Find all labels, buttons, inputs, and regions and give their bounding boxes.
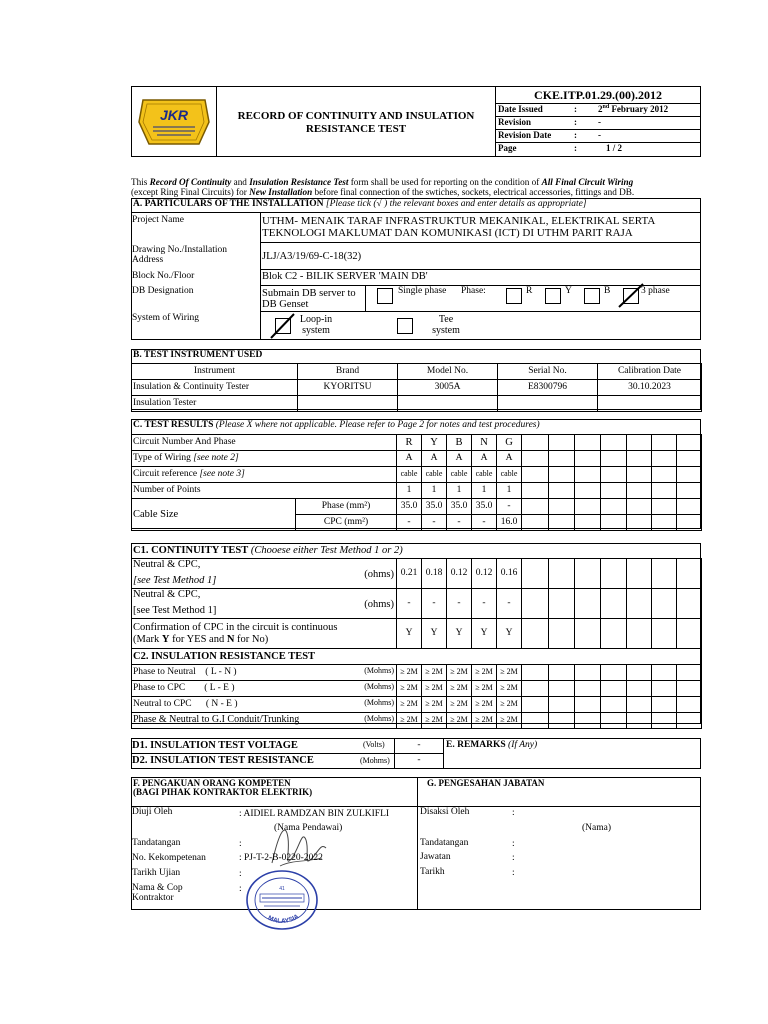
- project-value[interactable]: UTHM- MENAIK TARAF INFRASTRUKTUR MEKANIKAL, ELEKTRIKAL SERTA TEKNOLOGI MAKLUMAT DAN KOMUNIKASI (ICT) DI UTHM PARIT RAJA: [262, 215, 656, 240]
- table-cell[interactable]: 0.18: [422, 559, 447, 589]
- table-cell[interactable]: -: [397, 589, 422, 619]
- table-cell[interactable]: -: [422, 515, 447, 531]
- table-row: [132, 483, 702, 499]
- header-cell: Serial No.: [498, 364, 598, 380]
- table-row: [132, 451, 702, 467]
- table-cell[interactable]: ≥ 2M: [472, 713, 497, 729]
- d2-unit: (Mohms): [360, 756, 390, 765]
- table-cell[interactable]: cable: [497, 467, 522, 483]
- table-row: [132, 619, 702, 649]
- table-row: [132, 665, 702, 681]
- table-cell[interactable]: ≥ 2M: [397, 681, 422, 697]
- meta-label: Date Issued: [498, 104, 543, 114]
- kekompetenan-label: No. Kekompetenan: [132, 853, 206, 863]
- phase-r-label: R: [526, 286, 533, 296]
- phase-cell: N: [472, 435, 497, 451]
- header-cell: Calibration Date: [598, 364, 702, 380]
- d2-title: D2. INSULATION TEST RESISTANCE: [132, 755, 314, 766]
- table-cell[interactable]: cable: [447, 467, 472, 483]
- table-cell[interactable]: ≥ 2M: [472, 681, 497, 697]
- header-cell: Model No.: [398, 364, 498, 380]
- section-g-title: G. PENGESAHAN JABATAN: [427, 778, 545, 788]
- table-cell[interactable]: ≥ 2M: [422, 697, 447, 713]
- phase-cell: B: [447, 435, 472, 451]
- tee-label: Tee system: [432, 314, 460, 336]
- table-row: [132, 467, 702, 483]
- table-cell[interactable]: 0.21: [397, 559, 422, 589]
- table-cell: Insulation & Continuity Tester: [132, 380, 298, 396]
- section-c1-title: C1. CONTINUITY TEST (Chooese either Test Method 1 or 2): [133, 545, 403, 556]
- g-tarikh-sep: :: [512, 868, 515, 878]
- g-tandatangan-sep: :: [512, 839, 515, 849]
- table-cell[interactable]: -: [497, 589, 522, 619]
- table-cell[interactable]: 16.0: [497, 515, 522, 531]
- row-label: Confirmation of CPC in the circuit is continuous (Mark Y for YES and N for No): [132, 619, 397, 649]
- three-phase-label: 3 phase: [641, 286, 670, 296]
- table-cell[interactable]: Y: [472, 619, 497, 649]
- phase-cell: Y: [422, 435, 447, 451]
- table-cell[interactable]: cable: [397, 467, 422, 483]
- jkr-logo: [135, 94, 213, 150]
- phase-b-checkbox[interactable]: [584, 288, 600, 304]
- section-c-title: C. TEST RESULTS (Please X where not applicable. Please refer to Page 2 for notes and test procedures): [133, 420, 540, 430]
- table-cell[interactable]: ≥ 2M: [447, 665, 472, 681]
- phase-y-label: Y: [565, 286, 572, 296]
- intro-text-2: (except Ring Final Circuits) for New Installation before final connection of the swtiches, sockets, electrical accessories, fittings and DB.: [131, 187, 635, 197]
- section-b-title: B. TEST INSTRUMENT USED: [133, 350, 263, 360]
- table-cell[interactable]: -: [447, 589, 472, 619]
- jawatan-label: Jawatan: [420, 852, 451, 862]
- d2-value[interactable]: -: [417, 755, 421, 765]
- kekompetenan-value[interactable]: : PJ-T-2-B-0220-2022: [239, 853, 323, 863]
- row-label: Neutral to CPC ( N - E ) (Mohms): [132, 697, 397, 713]
- nama-label: (Nama): [582, 823, 612, 833]
- doc-code: CKE.ITP.01.29.(00).2012: [534, 88, 662, 102]
- table-cell[interactable]: ≥ 2M: [397, 665, 422, 681]
- table-cell[interactable]: ≥ 2M: [447, 713, 472, 729]
- table-cell[interactable]: ≥ 2M: [422, 665, 447, 681]
- row-label: Phase & Neutral to G.I Conduit/Trunking (Mohms): [132, 713, 397, 729]
- table-cell[interactable]: 1: [397, 483, 422, 499]
- d1-unit: (Volts): [363, 740, 385, 749]
- db-label: DB Designation: [132, 286, 194, 296]
- meta-value: 1 / 2: [606, 143, 623, 153]
- meta-sep: :: [574, 117, 577, 127]
- table-cell[interactable]: -: [472, 515, 497, 531]
- table-cell[interactable]: [398, 396, 498, 412]
- tandatangan-label: Tandatangan: [132, 838, 181, 848]
- table-cell[interactable]: [298, 396, 398, 412]
- table-cell[interactable]: ≥ 2M: [497, 665, 522, 681]
- row-label: CPC (mm²): [296, 515, 397, 531]
- table-cell[interactable]: Y: [497, 619, 522, 649]
- nama-cop-label: Nama & Cop Kontraktor: [132, 883, 183, 903]
- section-a-title: A. PARTICULARS OF THE INSTALLATION [Please tick (√ ) the relevant boxes and enter details as appropriate]: [133, 199, 587, 209]
- meta-sep: :: [574, 104, 577, 114]
- table-cell[interactable]: 1: [447, 483, 472, 499]
- table-cell[interactable]: 30.10.2023: [598, 380, 702, 396]
- drawing-value[interactable]: JLJ/A3/19/69-C-18(32): [262, 251, 362, 262]
- continuity-table: [131, 558, 702, 729]
- g-tandatangan-label: Tandatangan: [420, 838, 469, 848]
- meta-label: Page: [498, 143, 517, 153]
- table-cell[interactable]: A: [497, 451, 522, 467]
- loop-in-tick-icon: [268, 312, 298, 340]
- svg-text:JKR: JKR: [159, 107, 189, 123]
- phase-b-label: B: [604, 286, 611, 296]
- row-label: Neutral & CPC, [see Test Method 1] (ohms): [132, 589, 397, 619]
- table-cell[interactable]: ≥ 2M: [497, 681, 522, 697]
- single-phase-checkbox[interactable]: [377, 288, 393, 304]
- table-cell[interactable]: ≥ 2M: [497, 713, 522, 729]
- table-row: [132, 559, 702, 589]
- loop-in-label: Loop-in system: [299, 314, 333, 336]
- table-cell[interactable]: Y: [447, 619, 472, 649]
- row-label: Phase to CPC ( L - E ) (Mohms): [132, 681, 397, 697]
- meta-value: 2nd February 2012: [598, 104, 669, 114]
- form-title: RECORD OF CONTINUITY AND INSULATION RESISTANCE TEST: [237, 110, 475, 135]
- meta-sep: :: [574, 143, 577, 153]
- wiring-label: System of Wiring: [132, 313, 199, 323]
- table-cell[interactable]: 0.12: [472, 559, 497, 589]
- table-row: [132, 380, 702, 396]
- drawing-label: Drawing No./Installation Address: [132, 245, 227, 265]
- svg-text:41: 41: [279, 886, 285, 892]
- row-label: Number of Points: [132, 483, 397, 499]
- project-label: Project Name: [132, 215, 184, 225]
- row-label: Type of Wiring [see note 2]: [132, 451, 397, 467]
- remarks-title: E. REMARKS (If Any): [446, 740, 538, 750]
- table-cell[interactable]: Y: [397, 619, 422, 649]
- table-cell[interactable]: 35.0: [422, 499, 447, 515]
- table-cell[interactable]: 1: [472, 483, 497, 499]
- table-cell[interactable]: -: [472, 589, 497, 619]
- section-f-title: F. PENGAKUAN ORANG KOMPETEN (BAGI PIHAK KONTRAKTOR ELEKTRIK): [133, 778, 313, 798]
- table-cell[interactable]: -: [447, 515, 472, 531]
- table-cell[interactable]: A: [472, 451, 497, 467]
- table-cell[interactable]: -: [397, 515, 422, 531]
- row-label: Circuit reference [see note 3]: [132, 467, 397, 483]
- header-cell: Instrument: [132, 364, 298, 380]
- db-value[interactable]: Submain DB server to DB Genset: [262, 288, 356, 311]
- table-cell[interactable]: E8300796: [498, 380, 598, 396]
- phase-cell: R: [397, 435, 422, 451]
- table-cell[interactable]: ≥ 2M: [447, 681, 472, 697]
- table-cell[interactable]: A: [447, 451, 472, 467]
- meta-value: -: [598, 130, 601, 140]
- table-cell[interactable]: KYORITSU: [298, 380, 398, 396]
- table-cell[interactable]: ≥ 2M: [422, 681, 447, 697]
- table-row: [132, 589, 702, 619]
- table-cell[interactable]: cable: [422, 467, 447, 483]
- table-row: [132, 713, 702, 729]
- table-cell[interactable]: 35.0: [447, 499, 472, 515]
- svg-text:MALAYSIA: MALAYSIA: [266, 913, 301, 926]
- block-label: Block No./Floor: [132, 271, 195, 281]
- table-cell[interactable]: 3005A: [398, 380, 498, 396]
- nama-pendawai: (Nama Pendawai): [274, 823, 343, 833]
- d1-title: D1. INSULATION TEST VOLTAGE: [132, 740, 298, 751]
- table-cell[interactable]: cable: [472, 467, 497, 483]
- tee-checkbox[interactable]: [397, 318, 413, 334]
- table-cell[interactable]: 0.12: [447, 559, 472, 589]
- nama-cop-sep: :: [239, 884, 242, 894]
- tarikh-ujian-sep: :: [239, 869, 242, 879]
- table-cell[interactable]: ≥ 2M: [397, 713, 422, 729]
- meta-label: Revision Date: [498, 130, 552, 140]
- table-cell[interactable]: ≥ 2M: [472, 665, 497, 681]
- table-row: [132, 499, 702, 515]
- contractor-stamp-icon: [244, 868, 320, 932]
- table-cell[interactable]: 1: [497, 483, 522, 499]
- table-cell[interactable]: ≥ 2M: [447, 697, 472, 713]
- phase-y-checkbox[interactable]: [545, 288, 561, 304]
- jawatan-sep: :: [512, 853, 515, 863]
- diuji-label: Diuji Oleh: [132, 807, 173, 817]
- diuji-value[interactable]: : AIDIEL RAMDZAN BIN ZULKIFLI: [239, 809, 390, 819]
- meta-value: -: [598, 117, 601, 127]
- table-cell[interactable]: [598, 396, 702, 412]
- row-label: Cable Size: [132, 499, 296, 531]
- table-cell[interactable]: 0.16: [497, 559, 522, 589]
- d1-value[interactable]: -: [417, 740, 421, 750]
- phase-cell: G: [497, 435, 522, 451]
- disaksi-label: Disaksi Oleh: [420, 807, 470, 817]
- test-results-table: [131, 434, 702, 531]
- row-label: Phase to Neutral ( L - N ) (Mohms): [132, 665, 397, 681]
- single-phase-label: Single phase: [398, 286, 447, 296]
- disaksi-sep: :: [512, 808, 515, 818]
- table-cell[interactable]: ≥ 2M: [472, 697, 497, 713]
- instrument-table: [131, 363, 702, 412]
- table-cell[interactable]: 35.0: [472, 499, 497, 515]
- table-cell[interactable]: 35.0: [397, 499, 422, 515]
- intro-text: This Record Of Continuity and Insulation Resistance Test form shall be used for reporting on the condition of All Final Circuit Wiring: [131, 177, 634, 187]
- table-cell[interactable]: ≥ 2M: [497, 697, 522, 713]
- tandatangan-sep: :: [239, 839, 242, 849]
- section-c2-title: C2. INSULATION RESISTANCE TEST: [132, 649, 702, 665]
- table-cell[interactable]: [498, 396, 598, 412]
- block-value[interactable]: Blok C2 - BILIK SERVER 'MAIN DB': [262, 271, 428, 282]
- phase-label: Phase:: [461, 286, 486, 296]
- table-row: [132, 681, 702, 697]
- row-label: Neutral & CPC, [see Test Method 1] (ohms): [132, 559, 397, 589]
- row-label: Phase (mm²): [296, 499, 397, 515]
- tarikh-ujian-label: Tarikh Ujian: [132, 868, 181, 878]
- phase-r-checkbox[interactable]: [506, 288, 522, 304]
- g-tarikh-label: Tarikh: [420, 867, 445, 877]
- meta-label: Revision: [498, 117, 532, 127]
- table-row: [132, 396, 702, 412]
- header-cell: Brand: [298, 364, 398, 380]
- table-cell[interactable]: ≥ 2M: [422, 713, 447, 729]
- table-row: [132, 697, 702, 713]
- table-cell[interactable]: Y: [422, 619, 447, 649]
- table-cell: Insulation Tester: [132, 396, 298, 412]
- circuit-label: Circuit Number And Phase: [132, 435, 397, 451]
- table-cell[interactable]: A: [397, 451, 422, 467]
- meta-sep: :: [574, 130, 577, 140]
- table-cell[interactable]: -: [422, 589, 447, 619]
- table-cell[interactable]: -: [497, 499, 522, 515]
- table-cell[interactable]: 1: [422, 483, 447, 499]
- table-cell[interactable]: A: [422, 451, 447, 467]
- table-cell[interactable]: ≥ 2M: [397, 697, 422, 713]
